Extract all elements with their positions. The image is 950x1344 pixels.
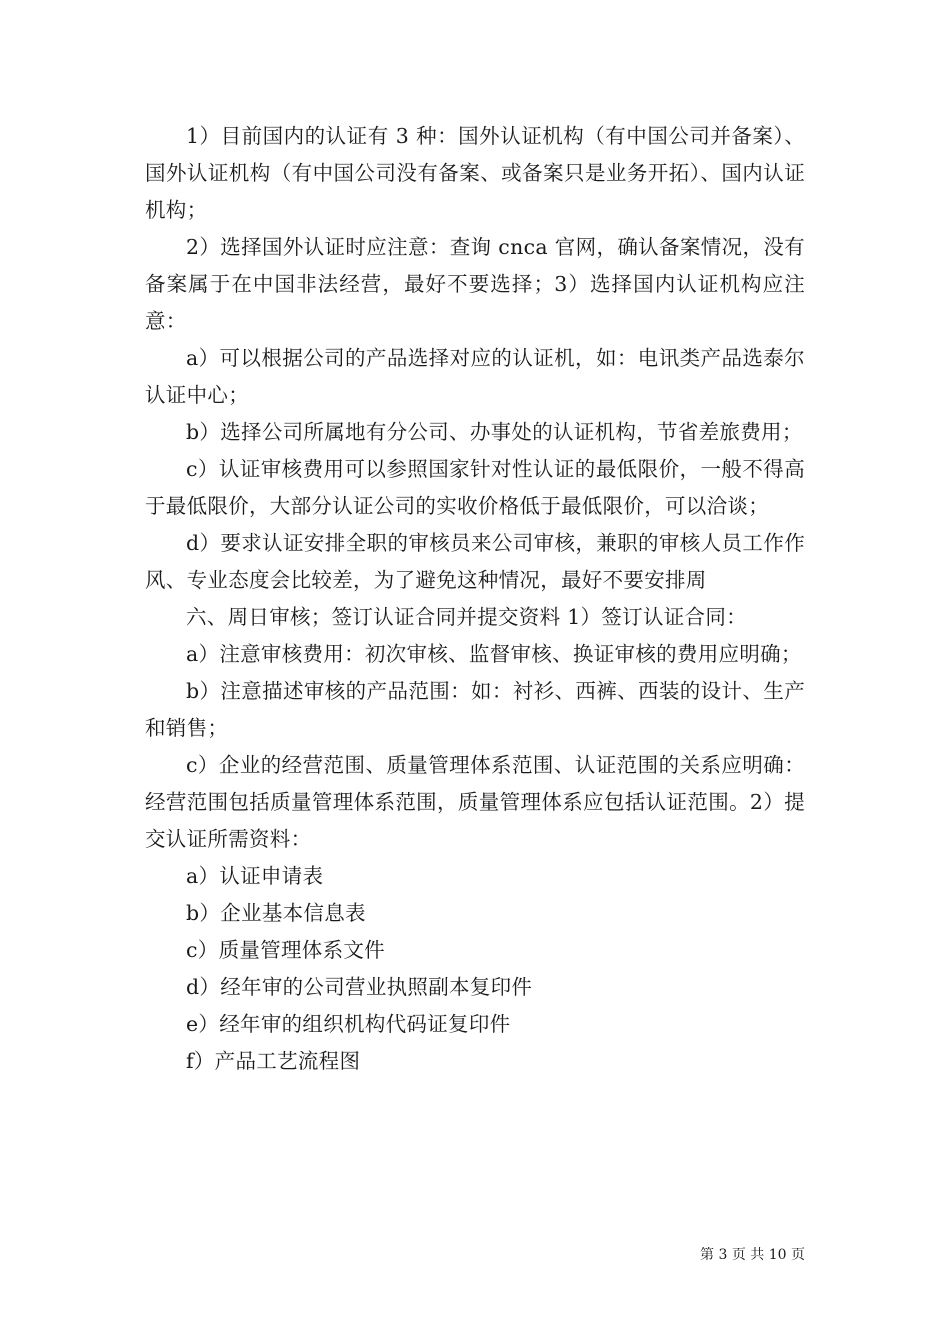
paragraph-3: a）可以根据公司的产品选择对应的认证机，如：电讯类产品选泰尔认证中心； [145, 346, 805, 407]
paragraph-9: b）注意描述审核的产品范围：如：衬衫、西裤、西装的设计、生产和销售； [145, 679, 805, 740]
paragraph-8: a）注意审核费用：初次审核、监督审核、换证审核的费用应明确； [186, 642, 802, 666]
document-page [145, 118, 805, 1080]
paragraph-7: 六、周日审核；签订认证合同并提交资料 1）签订认证合同： [186, 605, 747, 629]
paragraph-1: 1）目前国内的认证有 3 种：国外认证机构（有中国公司并备案）、国外认证机构（有中国公司没有备案、或备案只是业务开拓）、国内认证机构； [145, 124, 805, 222]
paragraph-15: e）经年审的组织机构代码证复印件 [186, 1012, 511, 1036]
page-number-footer: 第 3 页 共 10 页 [700, 1247, 805, 1263]
paragraph-4: b）选择公司所属地有分公司、办事处的认证机构，节省差旅费用； [186, 420, 803, 444]
paragraph-12: b）企业基本信息表 [186, 901, 366, 925]
paragraph-10: c）企业的经营范围、质量管理体系范围、认证范围的关系应明确：经营范围包括质量管理体系范围，质量管理体系应包括认证范围。2）提交认证所需资料： [145, 753, 805, 851]
paragraph-6: d）要求认证安排全职的审核员来公司审核，兼职的审核人员工作作风、专业态度会比较差，为了避免这种情况，最好不要安排周 [145, 531, 805, 592]
paragraph-14: d）经年审的公司营业执照副本复印件 [186, 975, 533, 999]
paragraph-5: c）认证审核费用可以参照国家针对性认证的最低限价，一般不得高于最低限价，大部分认证公司的实收价格低于最低限价，可以洽谈； [145, 457, 805, 518]
paragraph-16: f）产品工艺流程图 [186, 1049, 361, 1073]
paragraph-13: c）质量管理体系文件 [186, 938, 385, 962]
paragraph-2: 2）选择国外认证时应注意：查询 cnca 官网，确认备案情况，没有备案属于在中国非法经营，最好不要选择；3）选择国内认证机构应注意： [145, 235, 805, 333]
paragraph-11: a）认证申请表 [186, 864, 324, 888]
